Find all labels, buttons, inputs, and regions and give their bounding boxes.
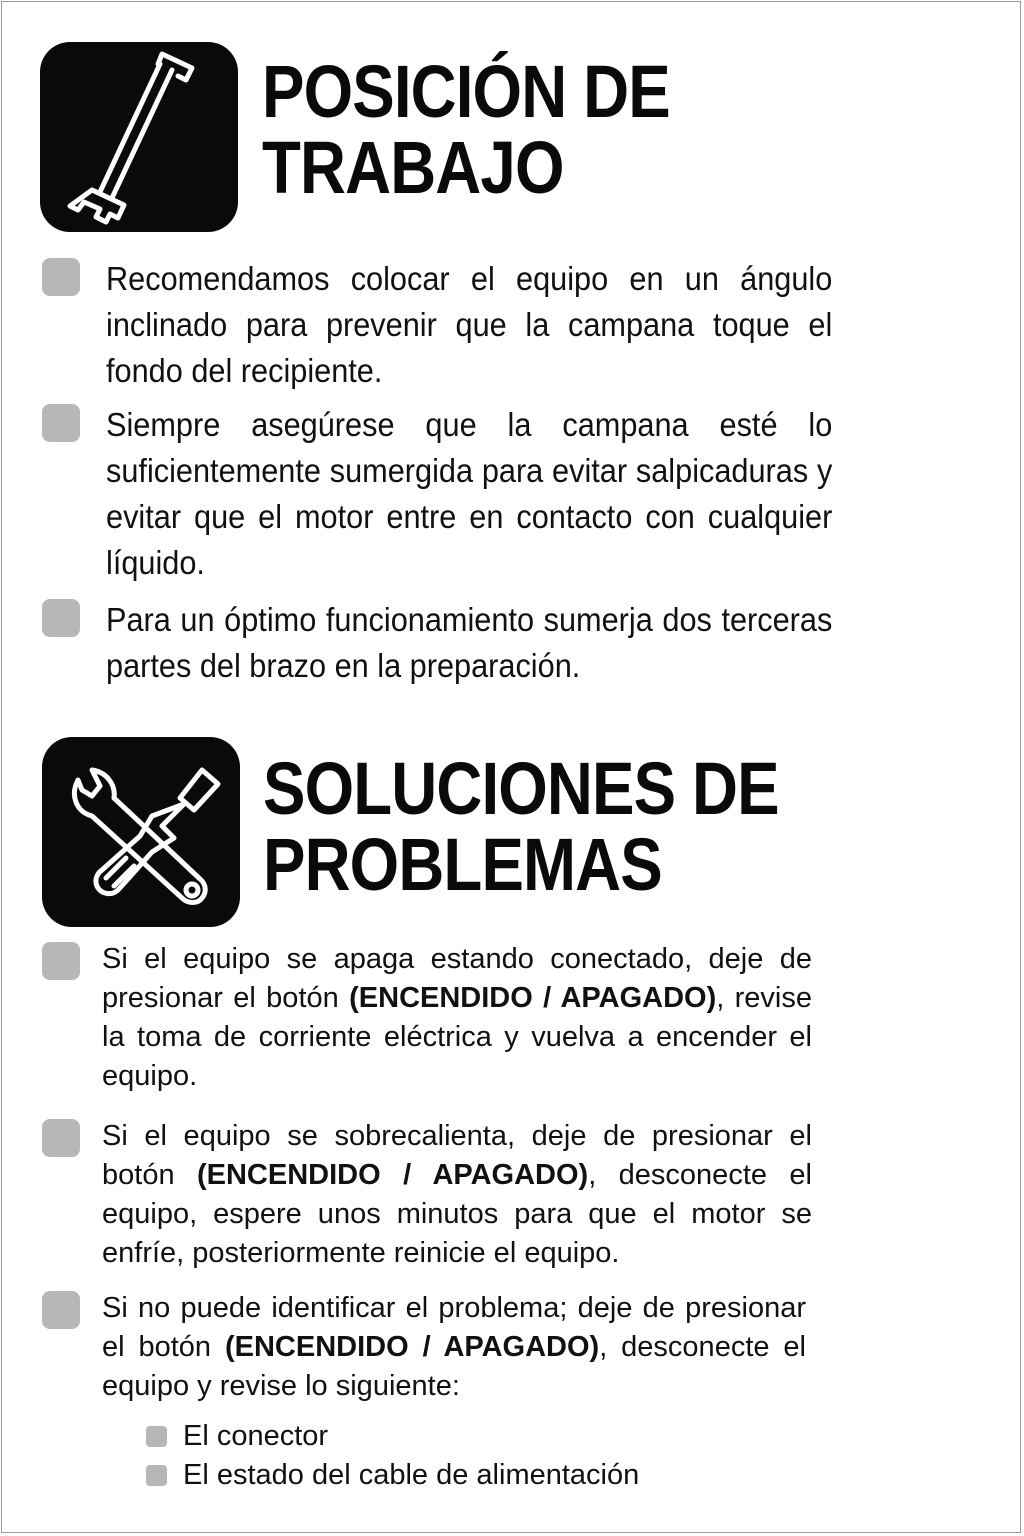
section-title-posicion bbox=[262, 50, 670, 209]
bullet-square-icon bbox=[42, 258, 80, 296]
list-item bbox=[42, 1289, 832, 1406]
wrench-screwdriver-icon bbox=[42, 737, 240, 927]
bullet-square-icon bbox=[42, 599, 80, 637]
immersion-blender-arm-icon bbox=[40, 42, 238, 232]
bullet-text-part: Si no puede identificar el problema; deje de presionar el botón bbox=[102, 1292, 806, 1363]
title-line: SOLUCIONES DE bbox=[263, 747, 779, 830]
bullet-text: Siempre asegúrese que la campana esté lo suficientemente sumergida para evitar salpicaduras y evitar que el motor entre en contacto con cualquier líquido. bbox=[106, 406, 833, 581]
sub-list-item bbox=[146, 1418, 328, 1454]
bullet-text-part: , revise la toma de corriente eléctrica y vuelva a encender el equipo. bbox=[102, 982, 813, 1092]
sub-item-text: El conector bbox=[183, 1420, 329, 1452]
bullet-text-part: Si el equipo se apaga estando conectado, deje de presionar el botón bbox=[102, 943, 812, 1014]
sub-list-item bbox=[146, 1457, 639, 1493]
bullet-text bbox=[102, 940, 812, 1096]
bullet-text: Para un óptimo funcionamiento sumerja dos terceras partes del brazo en la preparación. bbox=[106, 601, 833, 684]
bullet-square-icon bbox=[42, 404, 80, 442]
button-reference: (ENCENDIDO / APAGADO) bbox=[224, 1331, 600, 1363]
title-line: TRABAJO bbox=[262, 126, 564, 209]
list-item bbox=[42, 256, 887, 394]
bullet-square-icon bbox=[42, 1119, 80, 1157]
bullet-text-part: , desconecte el equipo, espere unos minutos para que el motor se enfríe, posteriormente reinicie el equipo. bbox=[102, 1159, 812, 1269]
bullet-text-part: Si el equipo se sobrecalienta, deje de presionar el botón bbox=[102, 1120, 812, 1191]
section-title-soluciones bbox=[263, 747, 779, 906]
sub-item-text: El estado del cable de alimentación bbox=[183, 1459, 640, 1491]
bullet-text: Recomendamos colocar el equipo en un ángulo inclinado para prevenir que la campana toque el fondo del recipiente. bbox=[106, 260, 833, 389]
title-line: PROBLEMAS bbox=[263, 823, 662, 906]
list-item bbox=[42, 940, 832, 1096]
sub-bullet-square-icon bbox=[146, 1465, 167, 1486]
button-reference: (ENCENDIDO / APAGADO) bbox=[349, 982, 717, 1014]
list-item bbox=[42, 597, 887, 689]
button-reference: (ENCENDIDO / APAGADO) bbox=[196, 1159, 589, 1191]
bullet-text bbox=[102, 1289, 806, 1406]
bullet-text bbox=[102, 1117, 812, 1273]
bullet-square-icon bbox=[42, 942, 80, 980]
bullet-text-part: , desconecte el equipo y revise lo siguiente: bbox=[102, 1331, 806, 1402]
sub-bullet-square-icon bbox=[146, 1426, 167, 1447]
title-line: POSICIÓN DE bbox=[262, 50, 670, 133]
list-item bbox=[42, 1117, 832, 1273]
list-item bbox=[42, 402, 887, 586]
bullet-square-icon bbox=[42, 1291, 80, 1329]
